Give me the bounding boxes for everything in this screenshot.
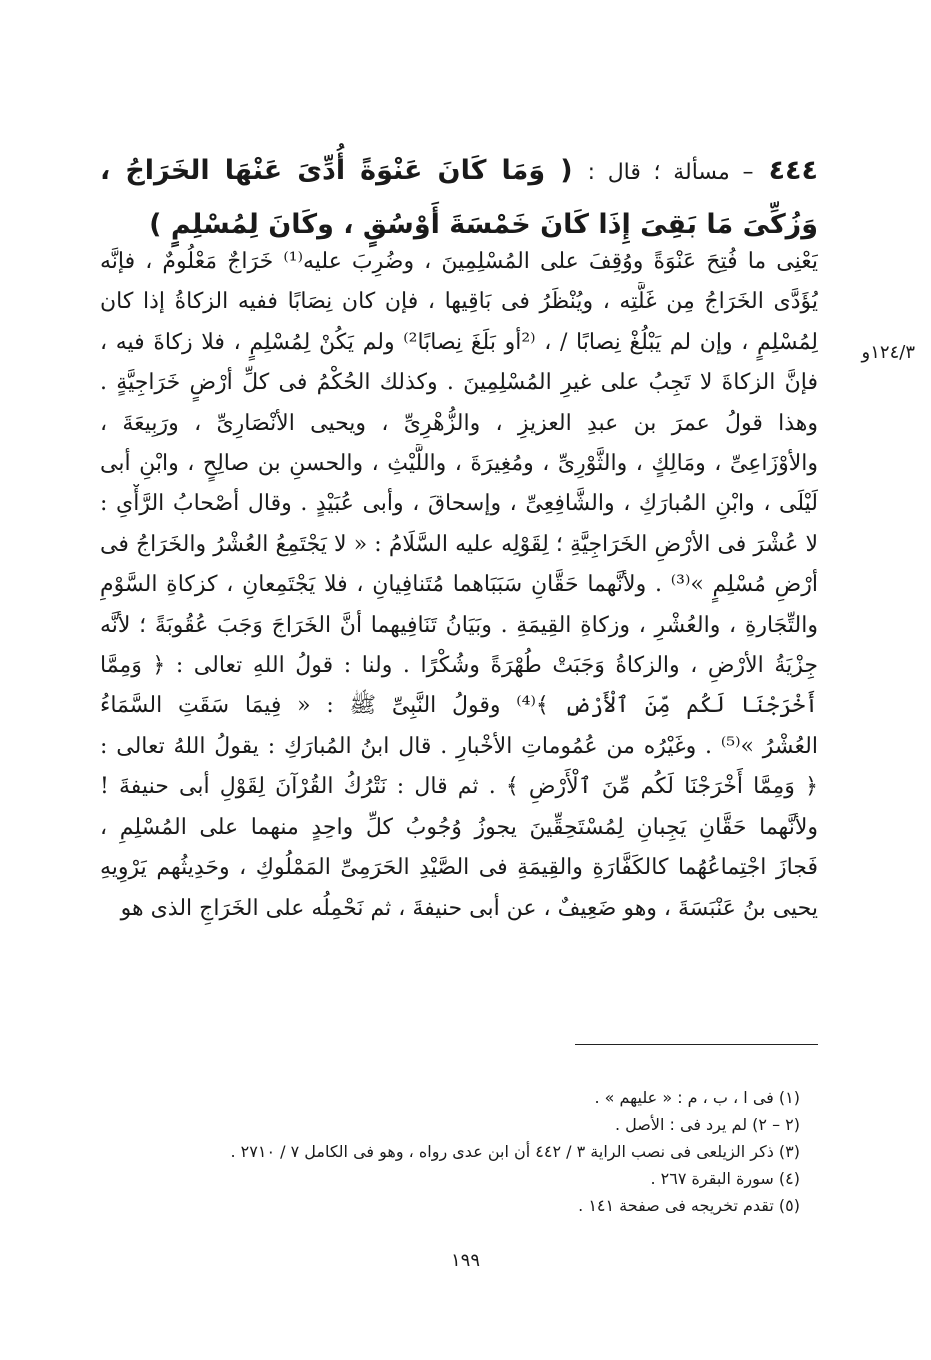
body-line: فَجازَ اجْتِماعُهُما كالكَفَّارَةِ والقِيمَةِ فى الصَّيْدِ الحَرَمِىِّ المَمْلُوكِ ، وحَدِيثُهم يَرْوِيهِ bbox=[100, 855, 818, 881]
footnote-divider bbox=[575, 1044, 818, 1045]
body-line: يُؤَدَّى الخَرَاجُ مِن غَلَّتِه ، ويُنْظَرُ فى بَاقِيها ، فإن كان نِصَابًا ففيه الزكاةُ إذا كان bbox=[100, 289, 818, 315]
issue-label: – مسألة ؛ قال : bbox=[587, 160, 754, 185]
footnote: (٤) سورة البقرة ٢٦٧ . bbox=[650, 1169, 800, 1188]
margin-reference: ١٢٤/٣و bbox=[861, 342, 915, 363]
issue-text: ( وَمَا كَانَ عَنْوَةً أُدِّىَ عَنْهَا الخَرَاجُ ، وَزُكِّىَ مَا بَقِىَ إِذَا كَانَ خَمْسَةَ أَوْسُقٍ ، وكَانَ لِمُسْلِمٍ ) bbox=[100, 155, 818, 240]
body-line: أرْضِ مُسْلِمٍ »⁽³⁾ . ولأنَّهما حَقَّانِ سَبَبَاهما مُتَنافِيانِ ، فلا يَجْتَمِعانِ ، كزكاةِ السَّوْمِ bbox=[100, 572, 818, 598]
body-line: ولأنَّهما حَقَّانِ يَجِبانِ لِمُسْتَحِقِّينَ يجوزُ وُجُوبُ كلِّ واحِدٍ منهما على المُسْلِمِ ، bbox=[100, 814, 818, 840]
body-line: العُشْرُ »⁽⁵⁾ . وغَيْرُه من عُمُوماتِ الأخْبارِ . قال ابنُ المُبارَكِ : يقولُ اللهُ تعالى : bbox=[100, 733, 818, 759]
body-text bbox=[100, 242, 818, 929]
issue-heading bbox=[100, 145, 818, 251]
footnote: (١) فى ا ، ب ، م : « عليهم » . bbox=[594, 1088, 800, 1107]
body-line: والأوْزَاعِىِّ ، ومَالِكٍ ، والثَّوْرِىِّ ، ومُغِيرَةَ ، واللَّيْثِ ، والحسنِ بن صالِحٍ ، وابْنِ أبى bbox=[100, 451, 818, 477]
footnote: (٥) تقدم تخريجه فى صفحة ١٤١ . bbox=[578, 1196, 800, 1215]
body-line: وهذا قولُ عمرَ بن عبدِ العزيزِ ، والزُّهْرِىِّ ، ويحيى الأنْصَارِىِّ ، ورَبِيعَةَ ، bbox=[100, 410, 818, 436]
body-line: أَخْرَجْنَا لَكُم مِّنَ ٱلْأَرْضِ ﴾⁽⁴⁾ وقولُ النَّبِىِّ ﷺ : « فِيمَا سَقَتِ السَّمَاءُ bbox=[100, 693, 818, 719]
body-line: ﴿ وَمِمَّا أَخْرَجْنَا لَكُم مِّنَ ٱلْأَرْضِ ﴾ . ثم قال : نَتْرُكُ القُرْآنَ لِقَوْلِ أبى حنيفةَ ! bbox=[100, 774, 818, 800]
body-line: يَعْنِى ما فُتِحَ عَنْوَةً ووُقِفَ على المُسْلِمِينَ ، وضُرِبَ عليه⁽¹⁾ خَرَاجٌ مَعْلُومٌ ، فإنَّه bbox=[100, 249, 818, 274]
body-line: لَيْلَى ، وابْنِ المُبارَكِ ، والشَّافِعِىِّ ، وإسحاقَ ، وأبى عُبَيْدٍ . وقال أصْحابُ الرَّأْىِ : bbox=[100, 491, 818, 517]
issue-number: ٤٤٤ bbox=[768, 155, 819, 186]
body-line: فإنَّ الزكاةَ لا تَجِبُ على غيرِ المُسْلِمِينَ . وكذلك الحُكْمُ فى كلِّ أرْضٍ خَرَاجِيَّةٍ . bbox=[100, 370, 818, 396]
footnote: (٣) ذكر الزيلعى فى نصب الراية ٣ / ٤٤٢ أن ابن عدى رواه ، وهو فى الكامل ٧ / ٢٧١٠ . bbox=[230, 1142, 800, 1161]
body-line: لِمُسْلِمٍ ، وإن لم يَبْلُغْ نِصابًا / ، ⁽²أو بَلَغَ نِصابًا²⁾ ولم يَكُنْ لِمُسْلِمٍ ، فلا زكاةَ فيه ، bbox=[100, 329, 818, 355]
body-line: والتِّجَارةِ ، والعُشْرِ ، وزكاةِ القِيمَةِ . وبَيَانُ تَنَافِيهما أنَّ الخَرَاجَ وَجَبَ عُقُوبَةً ؛ لأنَّه bbox=[100, 612, 818, 638]
body-line: لا عُشْرَ فى الأرْضِ الخَرَاجِيَّةِ ؛ لِقَوْلِه عليه السَّلَامُ : « لا يَجْتَمِعُ العُشْرُ والخَرَاجُ فى bbox=[100, 531, 818, 557]
body-line: جِزْيَةُ الأرْضِ ، والزكاةُ وَجَبَتْ طُهْرَةً وشُكْرًا . ولنا : قولُ اللهِ تعالى : ﴿ وَمِمَّا bbox=[100, 653, 818, 679]
footnotes bbox=[100, 1084, 800, 1219]
body-line: يحيى بنُ عَنْبَسَةَ ، وهو ضَعِيفٌ ، عن أبى حنيفةَ ، ثم نَحْمِلُه على الخَرَاجِ الذى هو bbox=[120, 895, 818, 921]
footnote: (٢ – ٢) لم يرد فى : الأصل . bbox=[614, 1115, 800, 1134]
page-number: ١٩٩ bbox=[450, 1250, 480, 1271]
